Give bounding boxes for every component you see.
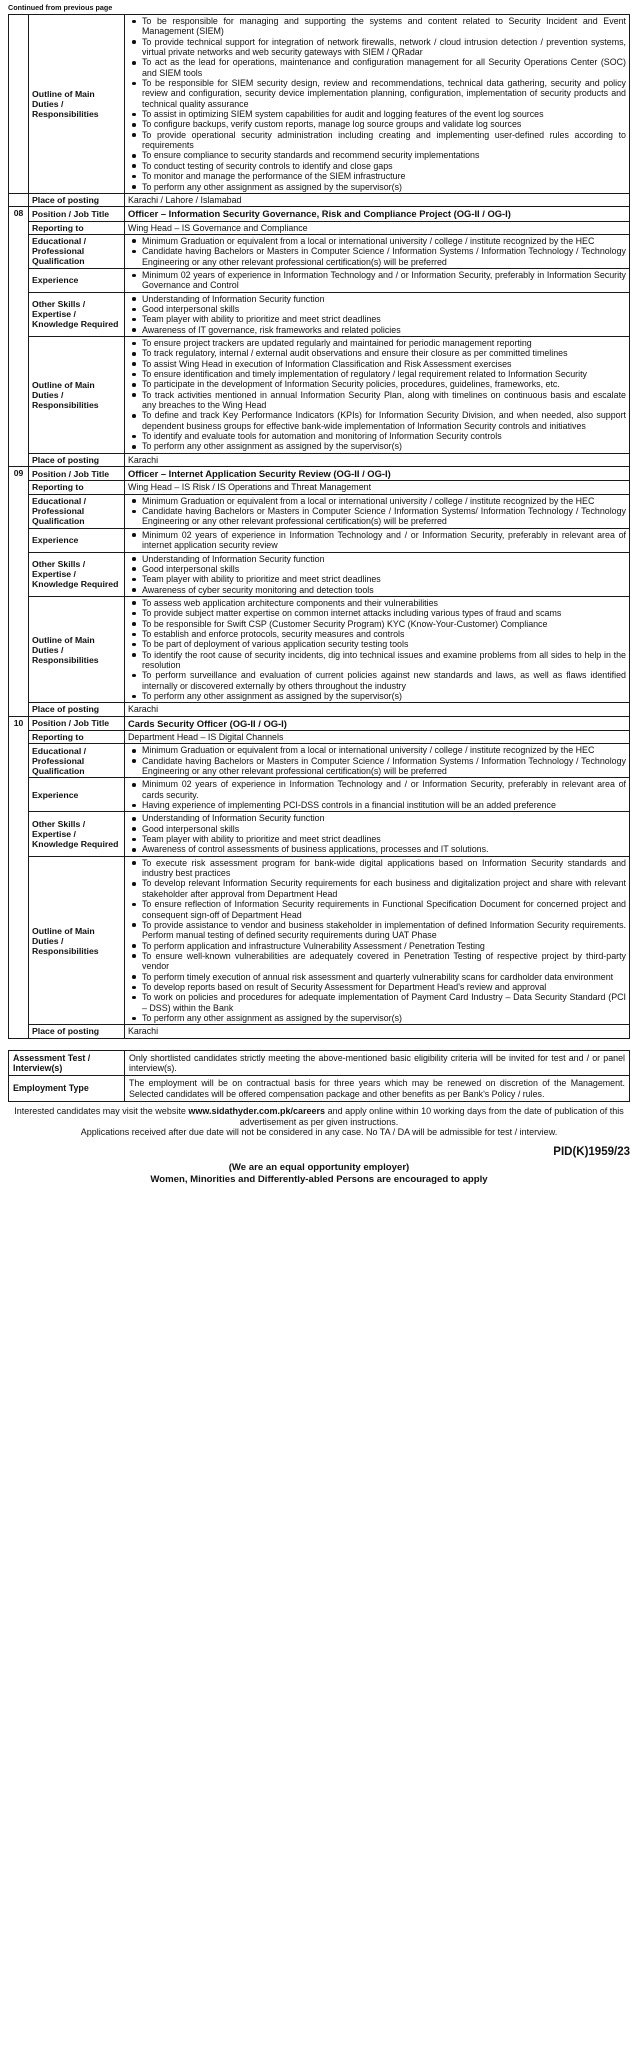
reporting-value: Department Head – IS Digital Channels [128, 732, 284, 742]
list-item: Minimum Graduation or equivalent from a local or international university / college / institute recognized by the HEC [142, 745, 626, 755]
duties-list [128, 16, 626, 192]
list-item: Candidate having Bachelors or Masters in Computer Science / Information Systems/ Information Technology / Technology Engineering or any other relevant professional certification(s) will be preferred [142, 506, 626, 527]
position-label: Position / Job Title [29, 467, 125, 481]
education-row [9, 494, 630, 528]
employment-row [9, 1076, 630, 1102]
job-number: 09 [9, 467, 29, 717]
skills-label: Other Skills / Expertise / Knowledge Required [29, 292, 125, 336]
experience-label: Experience [29, 528, 125, 552]
education-list [128, 236, 626, 267]
list-item: To be responsible for SIEM security design, review and recommendations, technical data gathering, security and policy review and configuration, security device implementation planning, configuration, implementation of security products and technical quality assurance [142, 78, 626, 109]
skills-row [9, 812, 630, 856]
employment-label: Employment Type [9, 1076, 125, 1102]
list-item: To perform any other assignment as assigned by the supervisor(s) [142, 441, 626, 451]
careers-link[interactable]: www.sidathyder.com.pk/careers [188, 1106, 326, 1116]
reporting-value: Wing Head – IS Risk / IS Operations and Threat Management [128, 482, 372, 493]
place-row [9, 703, 630, 716]
duties-label: Outline of Main Duties / Responsibilities [29, 856, 125, 1025]
job-number: 08 [9, 207, 29, 467]
apply-instructions: Interested candidates may visit the website www.sidathyder.com.pk/careers and apply online within 10 working days from the date of publication of this advertisement as per given instructions. Applications received after due date will not be considered in any case. No TA / DA will be admissible for test / interview. [8, 1106, 630, 1138]
list-item: Team player with ability to prioritize and meet strict deadlines [142, 834, 626, 844]
list-item: To perform surveillance and evaluation of current policies against new standards and laws, as well as flaws identified internally or discovered externally by others throughout the industry [142, 670, 626, 691]
list-item: To be part of deployment of various application security testing tools [142, 639, 626, 649]
list-item: To configure backups, verify custom reports, manage log source groups and validate log sources [142, 119, 626, 129]
deadline-note: Applications received after due date will not be considered in any case. No TA / DA will be admissible for test / interview. [80, 1127, 558, 1138]
list-item: To perform any other assignment as assigned by the supervisor(s) [142, 182, 626, 192]
place-row [9, 453, 630, 466]
list-item: Awareness of cyber security monitoring and detection tools [142, 585, 626, 595]
experience-label: Experience [29, 268, 125, 292]
terms-table [8, 1050, 630, 1102]
continued-note: Continued from previous page [8, 3, 113, 12]
list-item: To participate in the development of Information Security policies, procedures, guidelines, frameworks, etc. [142, 379, 626, 389]
place-row [9, 1025, 630, 1038]
list-item: Candidate having Bachelors or Masters in Computer Science / Information Systems / Information Technology / Technology Engineering or any other relevant professional certification(s) will be preferred [142, 755, 626, 777]
education-list [128, 496, 626, 527]
list-item: To work on policies and procedures for adequate implementation of Payment Card Industry – Data Security Standard (PCI – DSS) within the Bank [142, 992, 626, 1013]
job-title: Officer – Information Security Governance, Risk and Compliance Project (OG-II / OG-I) [128, 208, 511, 220]
position-label: Position / Job Title [29, 716, 125, 730]
list-item: To develop relevant Information Security requirements for each business and digitalization project and share with relevant stakeholder after approval from Department Head [142, 878, 626, 899]
list-item: Understanding of Information Security function [142, 294, 626, 304]
equal-opportunity: (We are an equal opportunity employer) [228, 1161, 410, 1173]
education-list [128, 745, 626, 776]
prev-place-row [9, 193, 630, 206]
position-row [9, 716, 630, 730]
list-item: To execute risk assessment program for bank-wide digital applications based on Information Security standards and industry best practices [142, 857, 626, 879]
assessment-label: Assessment Test / Interview(s) [9, 1050, 125, 1076]
reporting-row [9, 731, 630, 744]
list-item: To ensure compliance to security standards and recommend security implementations [142, 150, 626, 160]
education-row [9, 234, 630, 268]
prev-duties-row [9, 15, 630, 194]
list-item: To provide assistance to vendor and business stakeholder in implementation of defined Information Security requirements. Perform manual testing of defined security requirements during UAT Phase [142, 919, 626, 941]
list-item: To provide operational security administration including creating and implementing user-defined rules according to requirements [142, 129, 626, 151]
list-item: To perform any other assignment as assigned by the supervisor(s) [142, 691, 626, 701]
skills-row [9, 292, 630, 336]
list-item: To conduct testing of security controls to identify and close gaps [142, 161, 626, 171]
skills-list [128, 554, 626, 595]
list-item: To define and track Key Performance Indicators (KPIs) for Information Security Division, and when needed, also support dependent business groups for effective bank-wide implementation of Information Security controls and initiatives [142, 410, 626, 431]
list-item: Minimum 02 years of experience in Information Technology and / or Information Security, preferably in relevant area of internet application security review [142, 529, 626, 551]
place-label: Place of posting [29, 1025, 125, 1038]
place-label: Place of posting [29, 453, 125, 466]
reporting-label: Reporting to [29, 481, 125, 494]
list-item: To establish and enforce protocols, security measures and controls [142, 629, 626, 639]
job-title: Cards Security Officer (OG-II / OG-I) [128, 717, 287, 729]
list-item: To develop reports based on result of Security Assessment for Department Head's review and approval [142, 982, 626, 992]
list-item: To perform any other assignment as assigned by the supervisor(s) [142, 1013, 626, 1023]
experience-row [9, 528, 630, 552]
reporting-row [9, 481, 630, 494]
list-item: Understanding of Information Security function [142, 554, 626, 564]
education-label: Educational / Professional Qualification [29, 494, 125, 528]
list-item: To be responsible for managing and supporting the systems and content related to Security Incident and Event Management (SIEM) [142, 16, 626, 37]
list-item: To ensure project trackers are updated regularly and maintained for periodic management reporting [142, 338, 626, 348]
duties-label: Outline of Main Duties / Responsibilities [29, 15, 125, 194]
list-item: Understanding of Information Security function [142, 813, 626, 823]
list-item: Having experience of implementing PCI-DSS controls in a financial institution will be an added preference [142, 800, 626, 810]
jobs-table [8, 14, 630, 1039]
list-item: Minimum Graduation or equivalent from a local or international university / college / institute recognized by the HEC [142, 236, 626, 246]
experience-row [9, 268, 630, 292]
experience-list [128, 270, 626, 291]
place-label: Place of posting [29, 703, 125, 716]
duties-list [128, 858, 626, 1024]
place-value: Karachi [128, 454, 159, 465]
list-item: To be responsible for Swift CSP (Customer Security Program) KYC (Know-Your-Customer) Compliance [142, 619, 626, 629]
duties-row [9, 856, 630, 1025]
list-item: To act as the lead for operations, maintenance and configuration management for all Security Operations Center (SOC) and SIEM tools [142, 57, 626, 78]
skills-label: Other Skills / Expertise / Knowledge Required [29, 552, 125, 596]
job-number: 10 [9, 716, 29, 1038]
education-row [9, 744, 630, 778]
skills-row [9, 552, 630, 596]
experience-row [9, 778, 630, 812]
reporting-label: Reporting to [29, 731, 125, 744]
experience-label: Experience [29, 778, 125, 812]
duties-list [128, 598, 626, 701]
duties-row [9, 596, 630, 702]
list-item: To ensure reflection of Information Security requirements in Functional Specification Document for concerned project and consequent sign-off of Department Head [142, 899, 626, 920]
assessment-text: Only shortlisted candidates strictly meeting the above-mentioned basic eligibility criteria will be invited for test and / or panel interview(s). [125, 1050, 630, 1076]
list-item: To track regulatory, internal / external audit observations and ensure their closure as per committed timelines [142, 348, 626, 358]
skills-list [128, 294, 626, 335]
position-row [9, 467, 630, 481]
list-item: To assist in optimizing SIEM system capabilities for audit and logging features of the event log sources [142, 109, 626, 119]
list-item: To perform timely execution of annual risk assessment and quarterly vulnerability scans for cardholder data environment [142, 972, 626, 982]
assessment-row [9, 1050, 630, 1076]
list-item: To monitor and manage the performance of the SIEM infrastructure [142, 171, 626, 181]
list-item: To identify the root cause of security incidents, dig into technical issues and examine problems from all sides to help in the resolution [142, 649, 626, 670]
experience-list [128, 779, 626, 810]
list-item: Good interpersonal skills [142, 304, 626, 314]
list-item: To assess web application architecture components and their vulnerabilities [142, 598, 626, 608]
reporting-label: Reporting to [29, 221, 125, 234]
list-item: To provide subject matter expertise on common internet attacks including various types of fraud and scams [142, 608, 626, 618]
reporting-row [9, 221, 630, 234]
place-value: Karachi [128, 1026, 159, 1037]
encourage-note: Women, Minorities and Differently-abled Persons are encouraged to apply [150, 1173, 488, 1185]
list-item: To ensure identification and timely implementation of regulatory / legal requirement related to Information Security [142, 369, 626, 379]
list-item: Candidate having Bachelors or Masters in Computer Science / Information Systems / Information Technology / Technology Engineering or any other relevant professional certification(s) will be preferred [142, 246, 626, 267]
list-item: Awareness of control assessments of business applications, processes and IT solutions. [142, 844, 626, 854]
place-value: Karachi [128, 704, 159, 715]
experience-list [128, 530, 626, 551]
duties-label: Outline of Main Duties / Responsibilities [29, 596, 125, 702]
list-item: Minimum 02 years of experience in Information Technology and / or Information Security, preferably in relevant area of cards security. [142, 779, 626, 800]
skills-label: Other Skills / Expertise / Knowledge Required [29, 812, 125, 856]
list-item: To ensure well-known vulnerabilities are adequately covered in Penetration Testing of respective project by third-party vendor [142, 950, 626, 972]
list-item: To perform application and infrastructure Vulnerability Assessment / Penetration Testing [142, 941, 626, 951]
place-value: Karachi / Lahore / Islamabad [125, 193, 630, 206]
pid-number: PID(K)1959/23 [553, 1145, 630, 1158]
duties-list [128, 338, 626, 452]
list-item: To provide technical support for integration of network firewalls, network / cloud intrusion detection / prevention systems, virtual private networks and web security gateways with SIEM / QRadar [142, 36, 626, 58]
list-item: Team player with ability to prioritize and meet strict deadlines [142, 314, 626, 324]
list-item: To track activities mentioned in annual Information Security Plan, along with timelines on continuous basis and escalate any breaches to the Wing Head [142, 389, 626, 411]
job-title: Officer – Internet Application Security Review (OG-II / OG-I) [128, 468, 391, 480]
list-item: Awareness of IT governance, risk frameworks and related policies [142, 325, 626, 335]
place-label: Place of posting [29, 193, 125, 206]
list-item: Team player with ability to prioritize and meet strict deadlines [142, 574, 626, 584]
position-row [9, 207, 630, 221]
list-item: To assist Wing Head in execution of Information Classification and Risk Assessment exercises [142, 359, 626, 369]
duties-label: Outline of Main Duties / Responsibilities [29, 336, 125, 453]
job-advertisement-page [8, 0, 630, 1186]
list-item: To identify and evaluate tools for automation and monitoring of Information Security controls [142, 431, 626, 441]
list-item: Minimum 02 years of experience in Information Technology and / or Information Security, preferably in Information Security Governance and Control [142, 269, 626, 291]
education-label: Educational / Professional Qualification [29, 234, 125, 268]
list-item: Good interpersonal skills [142, 564, 626, 574]
position-label: Position / Job Title [29, 207, 125, 221]
education-label: Educational / Professional Qualification [29, 744, 125, 778]
list-item: Good interpersonal skills [142, 824, 626, 834]
employment-text: The employment will be on contractual basis for three years which may be renewed on discretion of the Management. Selected candidates will be offered compensation package and other benefits as per Bank's Policy / rules. [125, 1076, 630, 1102]
reporting-value: Wing Head – IS Governance and Compliance [128, 222, 308, 233]
skills-list [128, 813, 626, 854]
list-item: Minimum Graduation or equivalent from a local or international university / college / institute recognized by the HEC [142, 496, 626, 506]
duties-row [9, 336, 630, 453]
